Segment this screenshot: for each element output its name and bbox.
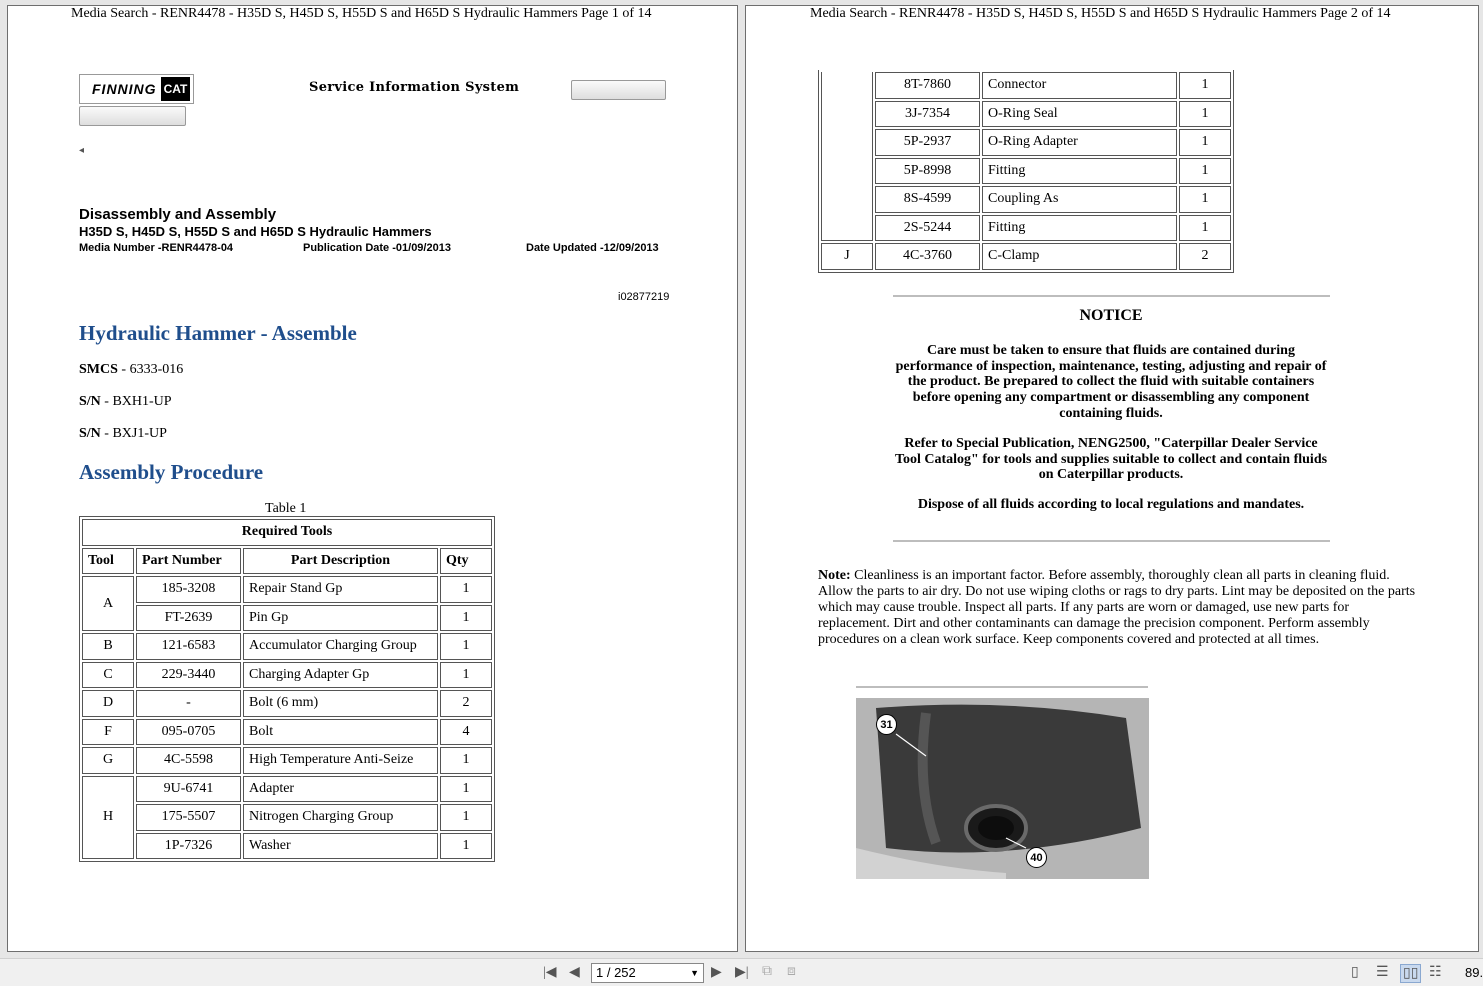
column-header: Part Number [136,548,241,575]
part-number-cell: 121-6583 [136,633,241,660]
page-header: Media Search - RENR4478 - H35D S, H45D S, H55D S and H65D S Hydraulic Hammers Page 1 of 14 [71,6,652,21]
part-number-cell: 1P-7326 [136,833,241,860]
required-tools-table-continued [818,70,1234,273]
sn-value: - BXJ1-UP [100,426,167,441]
part-number-cell: 4C-3760 [875,243,980,270]
part-description-cell: Accumulator Charging Group [243,633,438,660]
part-description-cell: Charging Adapter Gp [243,662,438,689]
two-page-continuous-view-icon[interactable]: ☷ [1429,965,1442,980]
table-row [821,158,1231,185]
table-row [82,747,492,774]
copy-icon[interactable]: ⧉ [762,964,772,979]
part-number-cell: 9U-6741 [136,776,241,803]
page-header: Media Search - RENR4478 - H35D S, H45D S, H55D S and H65D S Hydraulic Hammers Page 2 of 14 [810,6,1391,21]
column-header: Qty [440,548,492,575]
finning-cat-logo [79,74,194,104]
table-row [82,633,492,660]
part-number-cell: 2S-5244 [875,215,980,242]
qty-cell: 1 [440,576,492,603]
part-number-cell: 3J-7354 [875,101,980,128]
back-arrow-icon[interactable]: ◂ [79,145,85,156]
doc-id: i02877219 [618,291,670,303]
table-row [821,243,1231,270]
smcs-line [79,362,183,378]
publication-date: Publication Date -01/09/2013 [303,242,451,254]
qty-cell: 1 [1179,158,1231,185]
qty-cell: 2 [1179,243,1231,270]
sis-search-button[interactable] [571,80,666,100]
smcs-label: SMCS [79,362,118,377]
notice-paragraph: Care must be taken to ensure that fluids are contained during performance of inspection, maintenance, testing, adjusting and repair of the product. Be prepared to collect the fluid with suitable containers before opening any compartment or disassembling any component containing fluids. [895,342,1327,421]
table-row [821,72,1231,99]
column-header: Part Description [243,548,438,575]
procedure-title: Assembly Procedure [79,460,264,484]
part-number-cell: 5P-2937 [875,129,980,156]
table-row [821,186,1231,213]
table-row [821,215,1231,242]
table-row [821,101,1231,128]
qty-cell: 1 [440,747,492,774]
notice-paragraph: Refer to Special Publication, NENG2500, "Caterpillar Dealer Service Tool Catalog" for tools and supplies suitable to collect and contain fluids on Caterpillar products. [894,435,1328,483]
part-description-cell: O-Ring Adapter [982,129,1177,156]
tool-cell: B [82,633,134,660]
table-row [82,690,492,717]
qty-cell: 1 [1179,186,1231,213]
doc-title: Disassembly and Assembly [79,206,277,223]
table-row [82,662,492,689]
qty-cell: 2 [440,690,492,717]
part-number-cell: 4C-5598 [136,747,241,774]
sn-value: - BXH1-UP [100,394,172,409]
callout-31: 31 [876,714,897,735]
part-number-cell: 229-3440 [136,662,241,689]
logo-finning-text: FINNING [92,81,157,97]
part-number-cell: - [136,690,241,717]
continuous-view-icon[interactable]: ☰ [1376,965,1389,980]
qty-cell: 1 [440,662,492,689]
notice-bottom-rule [893,540,1330,542]
part-description-cell: Bolt [243,719,438,746]
hammer-photo [856,698,1149,879]
part-number-cell: 5P-8998 [875,158,980,185]
part-description-cell: High Temperature Anti-Seize [243,747,438,774]
two-page-view-icon[interactable]: ▯▯ [1400,964,1421,983]
document-page-2 [745,5,1479,952]
table-caption: Table 1 [265,501,307,516]
part-number-cell: 095-0705 [136,719,241,746]
note-paragraph [818,568,1418,648]
part-number-cell: 185-3208 [136,576,241,603]
part-number-cell: 8S-4599 [875,186,980,213]
last-page-icon[interactable]: ▶| [735,965,749,980]
table-row [821,129,1231,156]
chevron-down-icon: ▼ [690,968,699,978]
media-number: Media Number -RENR4478-04 [79,242,234,254]
qty-cell: 1 [440,776,492,803]
sis-title: Service Information System [309,80,520,95]
column-header: Tool [82,548,134,575]
tool-cell: F [82,719,134,746]
part-description-cell: C-Clamp [982,243,1177,270]
qty-cell: 1 [440,633,492,660]
tool-cell: G [82,747,134,774]
part-number-cell: 175-5507 [136,804,241,831]
section-title: Hydraulic Hammer - Assemble [79,321,357,345]
table-row [82,605,492,632]
part-description-cell: Repair Stand Gp [243,576,438,603]
hammer-illustration [856,698,1149,879]
sn-label: S/N [79,394,101,409]
qty-cell: 1 [1179,101,1231,128]
first-page-icon[interactable]: |◀ [543,965,557,980]
table-title: Required Tools [82,519,492,546]
part-number-cell: FT-2639 [136,605,241,632]
callout-40: 40 [1026,847,1047,868]
date-updated: Date Updated -12/09/2013 [526,242,659,254]
part-description-cell: Adapter [243,776,438,803]
page-number-select[interactable] [591,963,704,983]
part-description-cell: Connector [982,72,1177,99]
part-description-cell: Pin Gp [243,605,438,632]
figure-top-rule [856,686,1148,688]
page-number-value: 1 / 252 [596,965,636,980]
note-label: Note: [818,568,851,583]
qty-cell: 1 [440,605,492,632]
tool-cell [821,72,873,241]
tool-cell: H [82,776,134,860]
part-description-cell: O-Ring Seal [982,101,1177,128]
tool-cell: C [82,662,134,689]
part-description-cell: Bolt (6 mm) [243,690,438,717]
notice-top-rule [893,295,1330,297]
table-row [82,576,492,603]
sis-nav-button[interactable] [79,106,186,126]
document-page-1 [7,5,738,952]
part-description-cell: Washer [243,833,438,860]
pdf-viewer-toolbar [0,958,1483,986]
tool-cell: J [821,243,873,270]
part-description-cell: Fitting [982,215,1177,242]
export-icon[interactable]: ⧈ [787,964,796,979]
serial-number-line [79,394,172,410]
qty-cell: 1 [1179,129,1231,156]
table-row [82,776,492,803]
qty-cell: 1 [1179,72,1231,99]
part-description-cell: Coupling As [982,186,1177,213]
note-text: Cleanliness is an important factor. Before assembly, thoroughly clean all parts in cleaning fluid. Allow the parts to air dry. Do not use wiping cloths or rags to dry parts. Lint may be deposited on the parts which may cause trouble. Inspect all parts. If any parts are worn or damaged, use new parts for replacement. Dirt and other contaminants can damage the precision component. Perform assembly procedures on a clean work surface. Keep components covered and protected at all times. [818,568,1416,647]
next-page-icon[interactable]: ▶ [711,965,722,980]
qty-cell: 1 [440,804,492,831]
serial-number-line [79,426,167,442]
part-number-cell: 8T-7860 [875,72,980,99]
doc-subtitle: H35D S, H45D S, H55D S and H65D S Hydraulic Hammers [79,224,432,239]
tool-cell: A [82,576,134,631]
zoom-level[interactable]: 89. [1465,965,1483,980]
table-row [82,719,492,746]
smcs-value: - 6333-016 [117,362,184,377]
required-tools-table [79,516,495,862]
notice-title: NOTICE [1079,307,1143,324]
table-row [82,804,492,831]
single-page-view-icon[interactable]: ▯ [1351,965,1359,980]
qty-cell: 1 [440,833,492,860]
part-description-cell: Nitrogen Charging Group [243,804,438,831]
previous-page-icon[interactable]: ◀ [569,965,580,980]
sn-label: S/N [79,426,101,441]
part-description-cell: Fitting [982,158,1177,185]
qty-cell: 4 [440,719,492,746]
tool-cell: D [82,690,134,717]
notice-block [891,308,1331,527]
notice-paragraph: Dispose of all fluids according to local regulations and mandates. [917,497,1305,513]
logo-cat-text: CAT [161,77,191,101]
table-row [82,833,492,860]
qty-cell: 1 [1179,215,1231,242]
